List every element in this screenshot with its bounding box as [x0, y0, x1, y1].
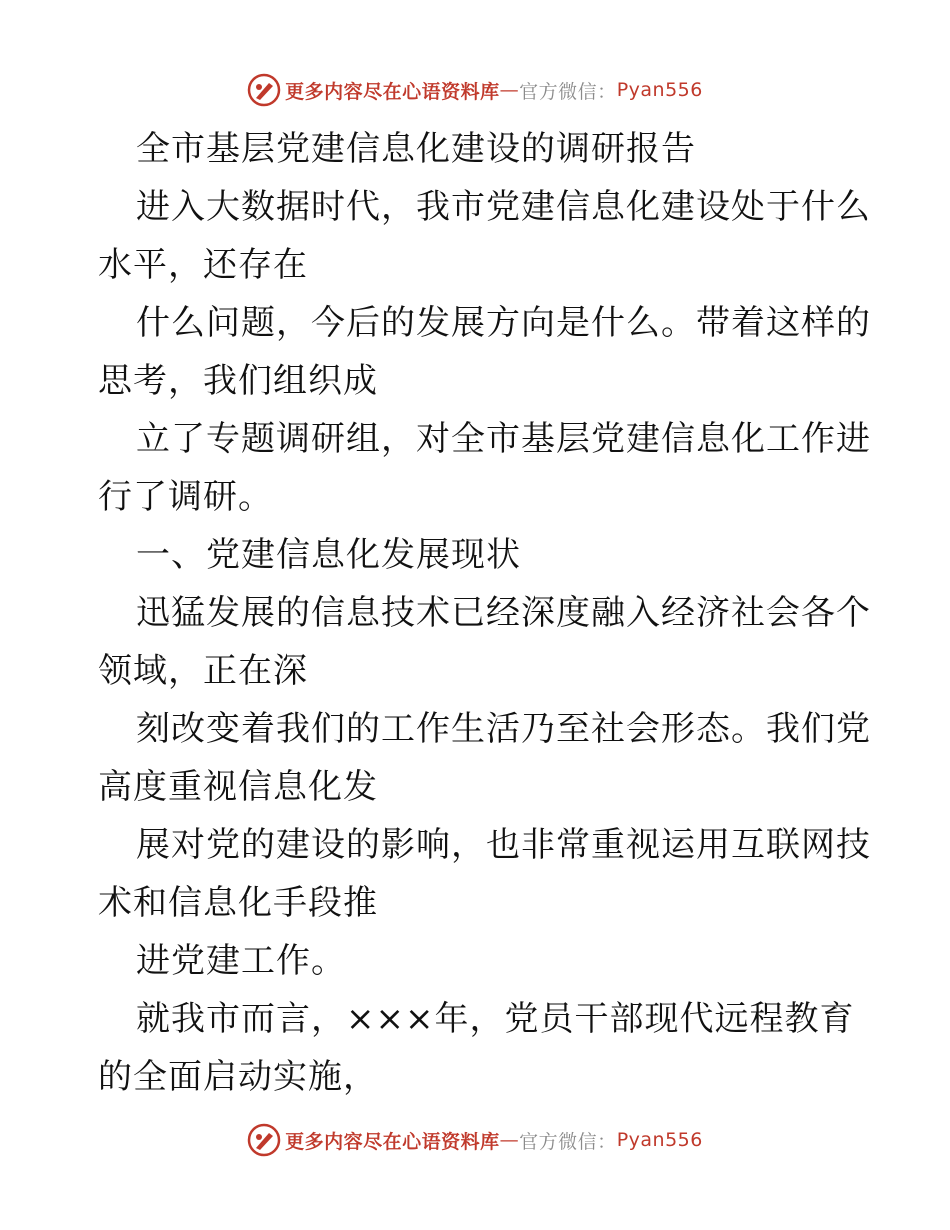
document-body	[98, 120, 871, 1106]
text-line: 什么问题，今后的发展方向是什么。带着这样的	[136, 303, 871, 343]
watermark-label: 官方微信：	[519, 80, 617, 103]
text-line: 进党建工作。	[136, 941, 346, 981]
document-title: 全市基层党建信息化建设的调研报告	[136, 129, 696, 169]
pen-logo-icon	[247, 1123, 281, 1157]
text-line: 行了调研。	[98, 477, 273, 517]
watermark-label: 官方微信：	[519, 1130, 617, 1153]
text-line: 的全面启动实施，	[98, 1057, 378, 1097]
text-line: 术和信息化手段推	[98, 883, 378, 923]
text-line: 高度重视信息化发	[98, 767, 378, 807]
watermark-separator: —	[499, 79, 520, 101]
footer-watermark	[0, 1120, 950, 1160]
pen-logo-icon	[247, 73, 281, 107]
text-line: 进入大数据时代，我市党建信息化建设处于什么	[136, 187, 871, 227]
text-line: 就我市而言，×××年，党员干部现代远程教育	[136, 999, 855, 1039]
text-line: 立了专题调研组，对全市基层党建信息化工作进	[136, 419, 871, 459]
header-watermark	[0, 70, 950, 110]
text-line: 展对党的建设的影响，也非常重视运用互联网技	[136, 825, 871, 865]
text-line: 领域，正在深	[98, 651, 308, 691]
text-line: 迅猛发展的信息技术已经深度融入经济社会各个	[136, 593, 871, 633]
text-line: 一、党建信息化发展现状	[136, 535, 521, 575]
watermark-brand: 更多内容尽在心语资料库	[285, 1130, 500, 1153]
watermark-separator: —	[499, 1129, 520, 1151]
text-line: 思考，我们组织成	[98, 361, 378, 401]
text-line: 刻改变着我们的工作生活乃至社会形态。我们党	[136, 709, 871, 749]
text-line: 水平，还存在	[98, 245, 308, 285]
watermark-wechat-id: Pyan556	[616, 1129, 703, 1151]
watermark-wechat-id: Pyan556	[616, 79, 703, 101]
watermark-brand: 更多内容尽在心语资料库	[285, 80, 500, 103]
